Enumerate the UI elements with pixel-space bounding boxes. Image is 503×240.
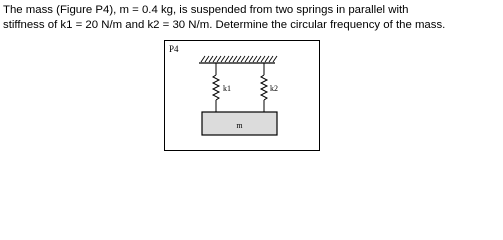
hatch-mark (229, 56, 233, 62)
hatch-mark (233, 56, 237, 62)
hatch-mark (201, 56, 205, 62)
mass-label: m (236, 121, 243, 130)
problem-statement (3, 3, 501, 33)
spring-k2 (261, 63, 267, 112)
spring-k1-label: k1 (223, 84, 231, 93)
spring-k1 (213, 63, 219, 112)
hatch-mark (257, 56, 261, 62)
hatch-mark (221, 56, 225, 62)
hatch-mark (249, 56, 253, 62)
hatch-mark (237, 56, 241, 62)
problem-line-1: The mass (Figure P4), m = 0.4 kg, is suspended from two springs in parallel with (3, 4, 409, 16)
hatch-mark (205, 56, 209, 62)
spring-mass-diagram (165, 41, 321, 152)
hatch-mark (265, 56, 269, 62)
spring-k2-label: k2 (270, 84, 278, 93)
ceiling-support (199, 56, 277, 63)
figure-p4 (164, 40, 320, 151)
problem-line-2: stiffness of k1 = 20 N/m and k2 = 30 N/m. Determine the circular frequency of the mass. (3, 19, 446, 31)
hatch-mark (245, 56, 249, 62)
hatch-mark (261, 56, 265, 62)
hatch-mark (241, 56, 245, 62)
hatch-mark (253, 56, 257, 62)
hatch-mark (273, 56, 277, 62)
hatch-mark (213, 56, 217, 62)
figure-label: P4 (169, 44, 179, 54)
hatch-mark (269, 56, 273, 62)
hatch-mark (225, 56, 229, 62)
hatch-mark (209, 56, 213, 62)
hatch-mark (217, 56, 221, 62)
